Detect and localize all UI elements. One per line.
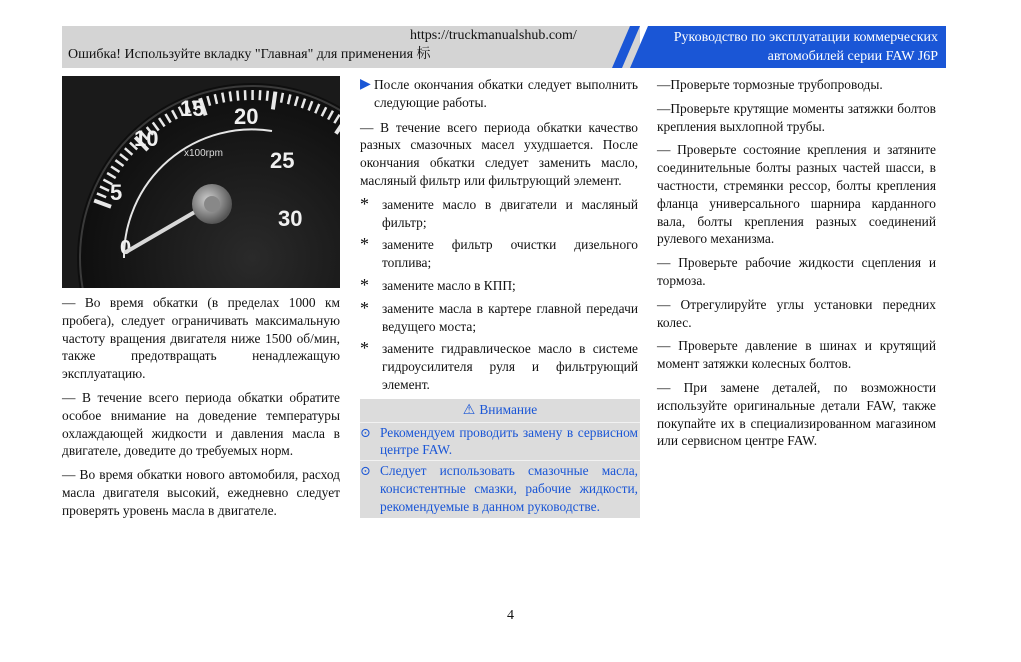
list-item-text: замените масла в картере главной передачи ведущего моста;: [382, 300, 638, 334]
header-title: [648, 26, 946, 68]
col1-paragraph: — В течение всего периода обкатки обратите особое внимание на доведение температуры охлаждающей жидкости и давления масла в двигателе, доведите до требуемых норм.: [62, 389, 340, 459]
asterisk-icon: *: [360, 193, 369, 214]
list-item: [360, 193, 638, 232]
column-1: [62, 294, 340, 526]
warning-item-text: Рекомендуем проводить замену в сервисном центре FAW.: [380, 424, 638, 458]
header-error-text: Ошибка! Используйте вкладку "Главная" для применения 标: [68, 47, 431, 62]
page-number: 4: [507, 608, 514, 623]
header-url[interactable]: https://truckmanualshub.com/: [410, 28, 577, 43]
warning-box: [360, 399, 640, 518]
gauge-tick: [273, 92, 276, 110]
gauge-label-25: 25: [270, 148, 295, 173]
col3-paragraph: —Проверьте тормозные трубопроводы.: [657, 77, 883, 92]
tachometer-photo: [62, 76, 340, 288]
warning-icon: ⚠: [462, 402, 476, 418]
list-item: [360, 274, 638, 295]
asterisk-icon: *: [360, 297, 369, 318]
column-3: [657, 76, 936, 456]
warning-item: [360, 423, 640, 462]
header-title-line1: Руководство по эксплуатации коммерческих: [673, 30, 938, 45]
asterisk-icon: *: [360, 234, 369, 255]
warning-title: Внимание: [479, 401, 538, 417]
list-item: [360, 297, 638, 336]
gauge-unit: x100rpm: [184, 148, 223, 159]
circle-dot-icon: ⊙: [360, 424, 371, 440]
col3-paragraph: — Проверьте рабочие жидкости сцепления и тормоза.: [657, 255, 936, 288]
col1-paragraph: — Во время обкатки (в пределах 1000 км пробега), следует ограничивать максимальную частоту вращения двигателя ниже 1500 об/мин, также предотвращать ненадлежащую эксплуатацию.: [62, 295, 340, 382]
gauge-label-10: 10: [134, 126, 159, 151]
gauge-label-15: 15: [180, 96, 205, 121]
page-header: [62, 26, 946, 68]
column-2: [360, 76, 638, 518]
col3-paragraph: — Проверьте состояние крепления и затяните соединительные болты разных частей шасси, в частности, стремянки рессор, болты крепления фланца универсального шарнира карданного вала, болты крепления разных соединений рулевого механизма.: [657, 142, 936, 247]
col3-paragraph: —Проверьте крутящие моменты затяжки болтов крепления выхлопной трубы.: [657, 100, 936, 134]
gauge-tick: [230, 91, 231, 101]
list-item: [360, 340, 638, 393]
col2-intro-text: После окончания обкатки следует выполнить следующие работы.: [374, 77, 638, 110]
circle-dot-icon: ⊙: [360, 463, 371, 479]
gauge-label-5: 5: [110, 180, 123, 205]
list-item-text: замените фильтр очистки дизельного топлива;: [382, 237, 638, 271]
col3-paragraph: — При замене деталей, по возможности используйте оригинальные детали FAW, также покупайте их в специализированном магазином или сервисном центре FAW.: [657, 379, 936, 449]
warning-item-text: Следует использовать смазочные масла, консистентные смазки, рабочие жидкости, рекомендуемые в данном руководстве.: [380, 463, 638, 514]
asterisk-icon: *: [360, 338, 369, 359]
asterisk-icon: *: [360, 274, 369, 295]
list-item-text: замените масло в двигатели и масляный фильтр;: [382, 196, 638, 230]
col2-paragraph: — В течение всего периода обкатки качество разных смазочных масел ухудшается. После окончания обкатки следует заменить масло, масляный фильтр или фильтрующий элемент.: [360, 119, 638, 188]
col3-paragraph: — Отрегулируйте углы установки передних колес.: [657, 296, 936, 330]
col2-intro: [360, 76, 638, 112]
gauge-label-0: 0: [120, 237, 132, 259]
col3-paragraph: — Проверьте давление в шинах и крутящий момент затяжки колесных болтов.: [657, 338, 936, 372]
list-item-text: замените гидравлическое масло в системе гидроусилителя руля и фильтрующий элемент.: [382, 341, 638, 392]
warning-header: [360, 401, 640, 423]
col1-paragraph: — Во время обкатки нового автомобиля, расход масла двигателя высокий, ежедневно следует проверять уровень масла в двигателе.: [62, 467, 340, 518]
gauge-tick: [237, 91, 238, 101]
list-item-text: замените масло в КПП;: [382, 277, 516, 293]
gauge-tick: [222, 93, 224, 103]
header-title-line2: автомобилей серии FAW J6P: [767, 49, 938, 64]
triangle-right-icon: ▶: [360, 77, 371, 92]
gauge-tick: [267, 91, 268, 101]
warning-item: [360, 461, 640, 516]
tachometer-drawing: [62, 76, 340, 288]
list-item: [360, 236, 638, 272]
gauge-label-20: 20: [234, 104, 259, 129]
gauge-label-30: 30: [278, 206, 303, 231]
